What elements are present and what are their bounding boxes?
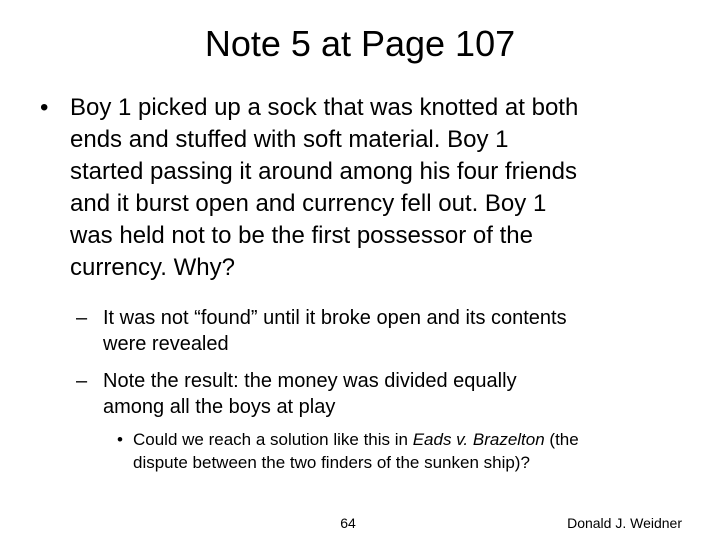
sub-bullet-found [76, 305, 696, 357]
main-bullet-line: ends and stuffed with soft material. Boy 1 [70, 126, 509, 153]
main-bullet-line: was held not to be the first possessor of the [70, 222, 533, 249]
page-number: 64 [340, 515, 356, 531]
main-bullet [40, 92, 710, 284]
sub-sub-bullet-line [133, 428, 687, 451]
sub-bullet-line: Note the result: the money was divided equally [103, 370, 517, 392]
dash-marker: – [76, 370, 88, 392]
sub-sub-bullet-eads [117, 428, 687, 474]
sub-bullet-text [103, 305, 696, 357]
main-bullet-line: currency. Why? [70, 254, 235, 281]
main-bullet-line: and it burst open and currency fell out. Boy 1 [70, 190, 547, 217]
slide-title: Note 5 at Page 107 [204, 23, 516, 64]
sub-sub-bullet-text [133, 428, 687, 474]
case-name: Eads v. Brazelton [412, 430, 545, 449]
text-before-case: Could we reach a solution like this in [133, 430, 413, 449]
dash-marker: – [76, 307, 88, 329]
text-after-case: (the [544, 430, 579, 449]
sub-bullet-result [76, 368, 696, 420]
sub-bullet-text [103, 368, 696, 420]
main-bullet-line: Boy 1 picked up a sock that was knotted at both [70, 94, 579, 121]
sub-sub-bullet-line: dispute between the two finders of the sunken ship)? [133, 453, 530, 472]
author-name: Donald J. Weidner [567, 515, 682, 531]
main-bullet-text [70, 92, 710, 284]
bullet-marker: • [40, 94, 49, 121]
sub-bullet-line: It was not “found” until it broke open and its contents [103, 307, 567, 329]
bullet-marker: • [117, 430, 123, 449]
main-bullet-line: started passing it around among his four friends [70, 158, 577, 185]
sub-bullet-line: among all the boys at play [103, 396, 336, 418]
sub-bullet-line: were revealed [103, 333, 229, 355]
